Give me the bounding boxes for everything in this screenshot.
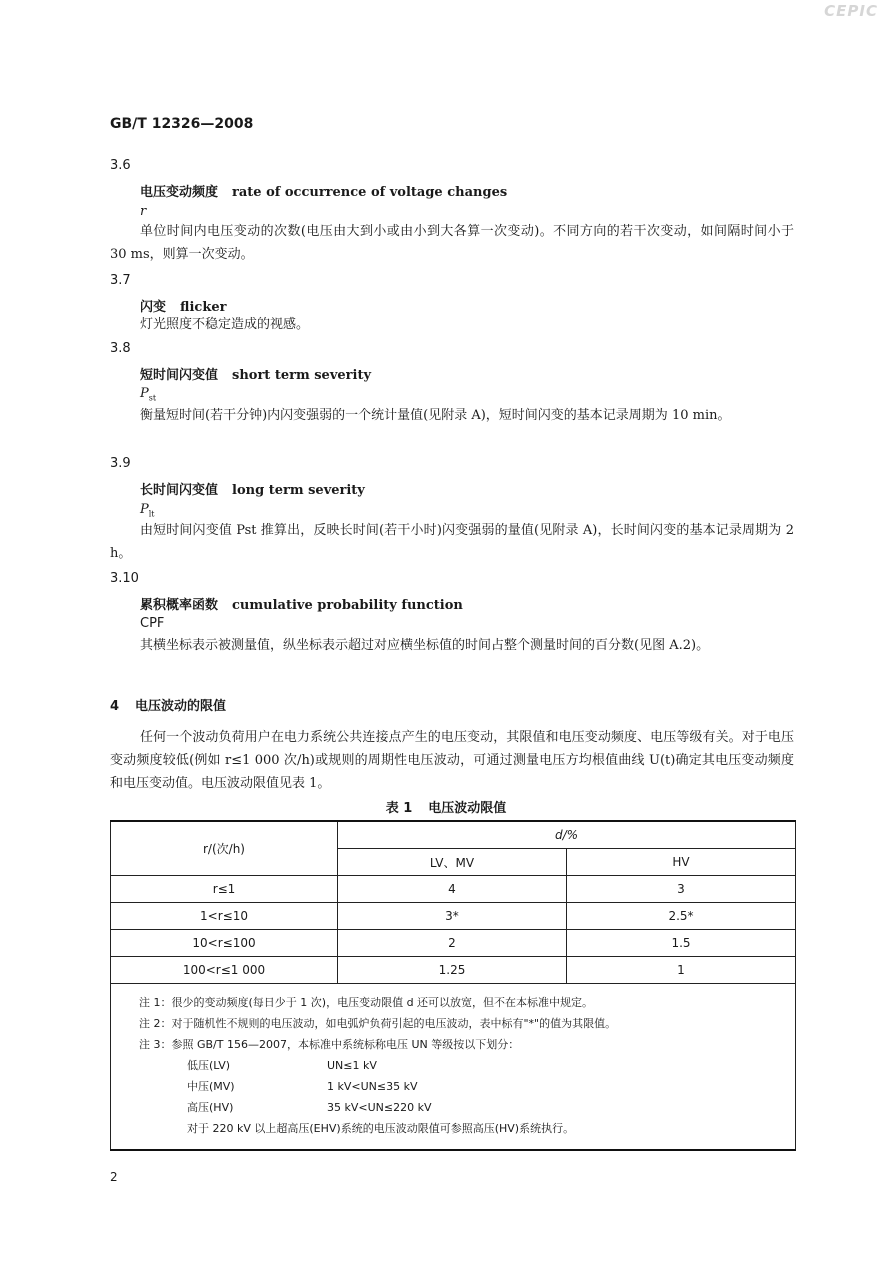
term-en: rate of occurrence of voltage changes	[232, 185, 508, 200]
term-definition: 其横坐标表示被测量值，纵坐标表示超过对应横坐标值的时间占整个测量时间的百分数(见图 A.2)。	[140, 638, 710, 653]
term-heading	[140, 594, 463, 613]
term-definition: 灯光照度不稳定造成的视感。	[140, 317, 310, 332]
table-caption	[0, 797, 892, 816]
term-heading	[140, 181, 507, 200]
section-number: 3.7	[110, 273, 131, 288]
term-zh: 累积概率函数	[140, 598, 219, 613]
voltage-fluctuation-limits-table	[110, 820, 796, 1151]
term-definition: 单位时间内电压变动的次数(电压由大到小或由小到大各算一次变动)。不同方向的若干次变动，如间隔时间小于 30 ms，则算一次变动。	[110, 224, 794, 262]
note-3: 注 3：参照 GB/T 156—2007，本标准中系统标称电压 UN 等级按以下划分：	[139, 1038, 520, 1051]
note-2: 注 2：对于随机性不规则的电压波动，如电弧炉负荷引起的电压波动，表中标有"*"的值为其限值。	[139, 1017, 617, 1030]
term-zh: 闪变	[140, 300, 167, 315]
section-number: 3.8	[110, 341, 131, 356]
table-caption-title: 电压波动限值	[428, 801, 507, 816]
table-row	[111, 903, 796, 930]
header-d: d/%	[338, 821, 796, 849]
table-row	[111, 876, 796, 903]
page-number: 2	[110, 1170, 118, 1184]
term-symbol: $P_{st}$	[140, 386, 157, 403]
header-hv: HV	[567, 849, 796, 876]
standard-number: GB/T 12326—2008	[110, 116, 254, 132]
cell-hv: 1.5	[567, 930, 796, 957]
cell-hv: 2.5*	[567, 903, 796, 930]
term-definition: 衡量短时间(若干分钟)内闪变强弱的一个统计量值(见附录 A)，短时间闪变的基本记录周期为 10 min。	[140, 408, 731, 423]
cell-hv: 3	[567, 876, 796, 903]
cell-r: r≤1	[111, 876, 338, 903]
header-lvmv: LV、MV	[338, 849, 567, 876]
table-notes	[111, 984, 796, 1151]
table-row	[111, 930, 796, 957]
chapter-number: 4	[110, 699, 120, 714]
cell-lvmv: 4	[338, 876, 567, 903]
chapter-paragraph: 任何一个波动负荷用户在电力系统公共连接点产生的电压变动，其限值和电压变动频度、电压等级有关。对于电压变动频度较低(例如 r≤1 000 次/h)或规则的周期性电压波动，可通过测量电压方均根值曲线 U(t)确定其电压变动频度和电压变动值。电压波动限值见表 1。	[110, 730, 794, 791]
cell-hv: 1	[567, 957, 796, 984]
term-symbol: r	[140, 204, 147, 219]
voltage-level-mv: 中压(MV) 1 kV<UN≤35 kV	[187, 1080, 418, 1093]
cell-lvmv: 3*	[338, 903, 567, 930]
ehv-note: 对于 220 kV 以上超高压(EHV)系统的电压波动限值可参照高压(HV)系统执行。	[187, 1122, 575, 1135]
watermark-logo: CEPIC	[824, 2, 878, 20]
term-en: flicker	[180, 300, 227, 315]
term-abbreviation: CPF	[140, 616, 165, 631]
term-zh: 短时间闪变值	[140, 368, 219, 383]
section-number: 3.6	[110, 158, 131, 173]
term-zh: 电压变动频度	[140, 185, 219, 200]
term-zh: 长时间闪变值	[140, 483, 219, 498]
table-caption-number: 表 1	[385, 801, 413, 816]
term-definition: 由短时间闪变值 Pst 推算出，反映长时间(若干小时)闪变强弱的量值(见附录 A)，长时间闪变的基本记录周期为 2 h。	[110, 523, 794, 561]
section-number: 3.10	[110, 571, 139, 586]
term-en: long term severity	[232, 483, 365, 498]
cell-r: 1<r≤10	[111, 903, 338, 930]
term-symbol: $P_{lt}$	[140, 502, 155, 519]
term-en: short term severity	[232, 368, 372, 383]
cell-r: 100<r≤1 000	[111, 957, 338, 984]
voltage-level-lv: 低压(LV) UN≤1 kV	[187, 1059, 377, 1072]
note-1: 注 1：很少的变动频度(每日少于 1 次)，电压变动限值 d 还可以放宽，但不在本标准中规定。	[139, 996, 594, 1009]
term-en: cumulative probability function	[232, 598, 463, 613]
chapter-heading	[110, 695, 226, 714]
voltage-level-hv: 高压(HV) 35 kV<UN≤220 kV	[187, 1101, 432, 1114]
section-number: 3.9	[110, 456, 131, 471]
cell-lvmv: 2	[338, 930, 567, 957]
term-heading	[140, 479, 365, 498]
table-row	[111, 957, 796, 984]
term-heading	[140, 364, 371, 383]
header-r: r/(次/h)	[111, 821, 338, 876]
cell-r: 10<r≤100	[111, 930, 338, 957]
chapter-title: 电压波动的限值	[135, 699, 227, 714]
cell-lvmv: 1.25	[338, 957, 567, 984]
